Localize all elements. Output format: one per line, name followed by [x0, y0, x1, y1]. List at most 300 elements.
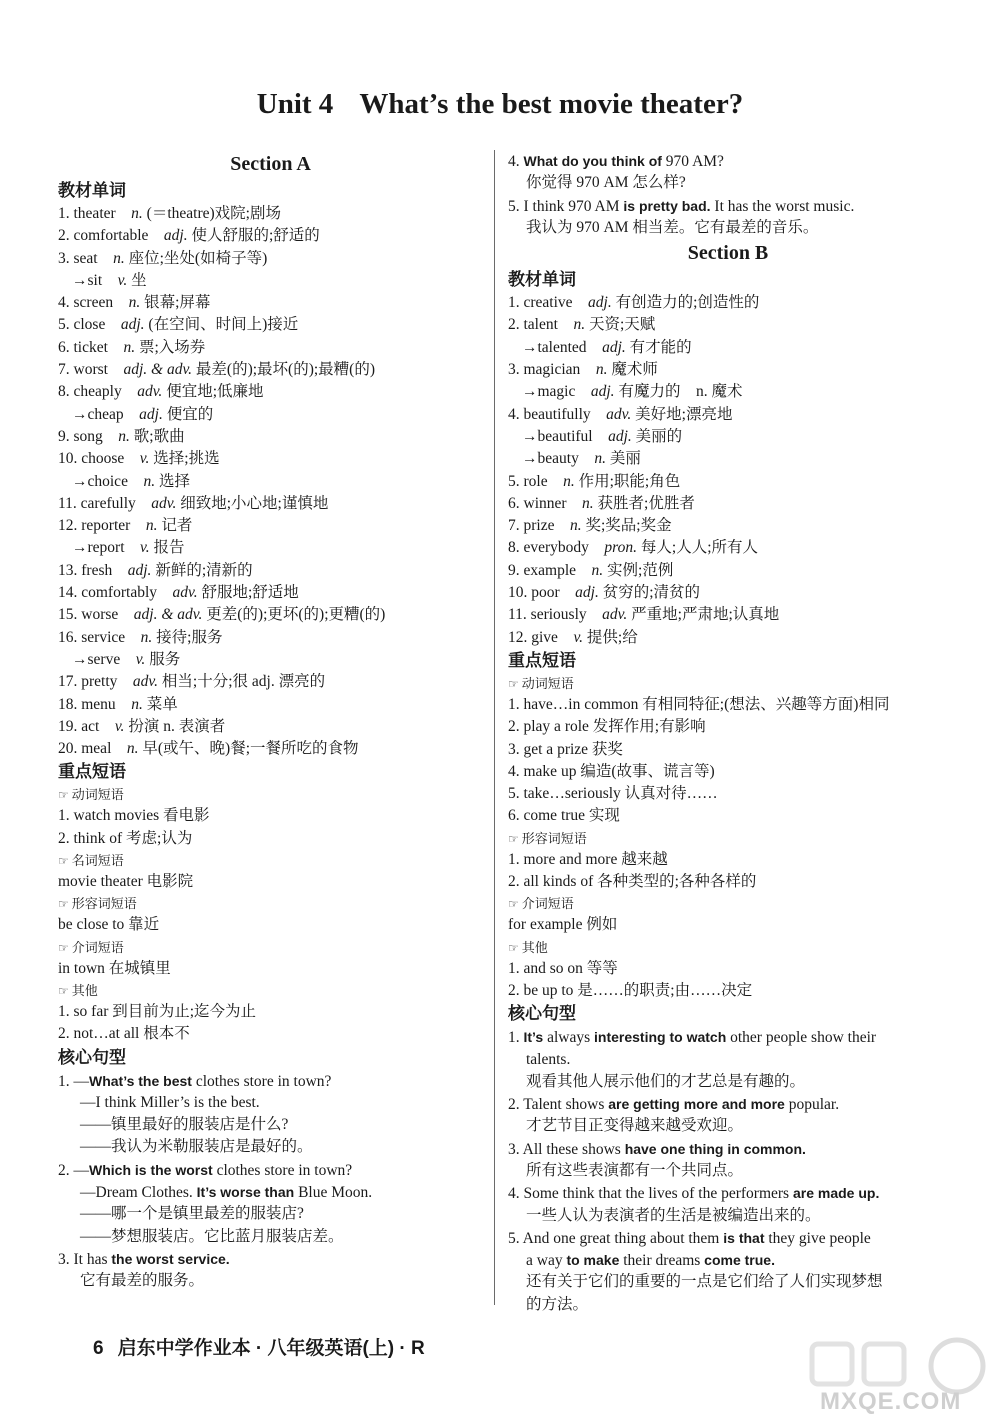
derived-word-entry: [508, 448, 948, 470]
sentence-line: [58, 1070, 483, 1092]
vocab-entry: [508, 582, 948, 604]
sentence-line: [58, 1159, 483, 1181]
right-column: [508, 150, 948, 1316]
sentence-text: 5. And one great thing about them: [508, 1229, 724, 1247]
pointing-hand-icon: ☞: [508, 897, 519, 912]
vocab-entry: [508, 404, 948, 426]
vocab-word: 12. reporter: [58, 517, 146, 535]
phrase-item: be close to 靠近: [58, 916, 160, 934]
sentence-text: a way: [526, 1252, 567, 1270]
vocab-word: 19. act: [58, 717, 115, 735]
phrase-heading: 重点短语: [58, 762, 126, 782]
phrase-category-label: 动词短语: [521, 675, 574, 691]
pointing-hand-icon: ☞: [58, 983, 69, 998]
key-structure: is that: [723, 1229, 765, 1246]
part-of-speech: n.: [131, 205, 143, 222]
part-of-speech: v.: [573, 628, 584, 646]
derived-word-entry: [58, 270, 483, 292]
phrase-category-label: 名词短语: [71, 853, 124, 869]
sentence-text: —Dream Clothes.: [80, 1183, 197, 1201]
phrase-item: 1. and so on 等等: [508, 959, 618, 977]
part-of-speech: pron.: [604, 539, 638, 557]
vocab-meaning: 作用;职能;角色: [578, 472, 681, 490]
vocab-word: 8. cheaply: [58, 383, 138, 401]
vocab-word: 16. service: [58, 628, 141, 646]
vocab-meaning: 坐: [131, 271, 147, 289]
vocab-meaning: 更差(的);更坏(的);更糟(的): [206, 606, 386, 624]
vocab-meaning: 有创造力的;创造性的: [615, 294, 760, 312]
part-of-speech: v.: [114, 717, 125, 735]
vocab-meaning: 美丽: [609, 450, 641, 468]
vocab-word: →report: [72, 539, 141, 557]
vocab-entry: [58, 203, 483, 225]
vocab-word: 3. seat: [58, 249, 114, 267]
vocab-word: 12. give: [508, 628, 574, 646]
phrase-category: [508, 673, 948, 694]
sentence-line: [508, 1205, 948, 1227]
vocab-meaning: 记者: [161, 517, 193, 535]
vocab-word: 9. song: [58, 427, 119, 445]
vocab-word: 13. fresh: [58, 561, 128, 579]
vocab-word: 5. close: [58, 316, 121, 334]
vocab-meaning: 使人舒服的;舒适的: [191, 227, 320, 245]
sentence-list: [508, 1026, 948, 1316]
part-of-speech: adj. & adv.: [123, 361, 193, 379]
part-of-speech: adv.: [151, 494, 177, 512]
sentence-text: —I think Miller’s is the best.: [80, 1093, 260, 1111]
part-of-speech: n.: [569, 517, 582, 535]
vocab-meaning: 座位;坐处(如椅子等): [128, 249, 268, 267]
vocab-entry: [58, 515, 483, 537]
vocab-meaning: 获胜者;优胜者: [597, 494, 695, 512]
sentence-text: always: [543, 1029, 595, 1047]
sentence-text: their dreams: [619, 1252, 705, 1270]
key-structure: What’s the best: [89, 1072, 192, 1089]
part-of-speech: adj.: [588, 294, 612, 312]
sentence-line: [508, 1071, 948, 1093]
part-of-speech: n.: [123, 338, 136, 356]
vocab-meaning: 有魔力的 n. 魔术: [618, 383, 743, 401]
vocab-meaning: 菜单: [146, 695, 178, 713]
vocab-word: →serve: [72, 650, 136, 668]
vocab-meaning: 便宜地;低廉地: [166, 383, 264, 401]
vocab-word: 1. theater: [58, 205, 132, 222]
vocab-word: →talented: [522, 338, 603, 356]
vocab-entry: [58, 292, 483, 314]
phrase-item: 1. more and more 越来越: [508, 850, 668, 868]
part-of-speech: adj.: [163, 227, 188, 245]
vocab-entry: [58, 314, 483, 336]
sentence-line: [508, 1093, 948, 1115]
key-structure: Which is the worst: [89, 1161, 213, 1178]
pointing-hand-icon: ☞: [508, 676, 519, 691]
key-structure: to make: [566, 1252, 620, 1269]
part-of-speech: adj.: [120, 316, 145, 334]
vocab-word: 7. worst: [58, 361, 124, 379]
sentence-line: [58, 1270, 483, 1292]
part-of-speech: adj.: [127, 561, 152, 579]
phrase-category: [58, 893, 483, 914]
sentence-text: 它有最差的服务。: [80, 1272, 205, 1290]
vocab-word: →beautiful: [522, 427, 609, 445]
vocab-entry: [58, 627, 483, 649]
vocab-entry: [508, 314, 948, 336]
phrase-list: [508, 673, 948, 1002]
phrase-list: [58, 784, 483, 1045]
sentence-text: 的方法。: [526, 1295, 589, 1313]
phrase-category: [58, 980, 483, 1001]
phrase-category: [508, 937, 948, 958]
vocab-entry: [58, 448, 483, 470]
phrase-item: 3. get a prize 获奖: [508, 740, 623, 758]
key-structure: interesting to watch: [594, 1029, 727, 1046]
vocab-entry: [508, 471, 948, 493]
phrase-category-label: 其他: [521, 939, 548, 955]
sentence-line: [508, 195, 948, 217]
vocab-meaning: 奖;奖品;奖金: [585, 517, 672, 535]
part-of-speech: adv.: [132, 673, 159, 691]
vocab-meaning: 细致地;小心地;谨慎地: [180, 494, 329, 512]
vocab-meaning: 实例;范例: [607, 561, 674, 579]
key-structure: It’s worse than: [196, 1183, 295, 1200]
phrase-category-label: 动词短语: [71, 787, 124, 803]
vocab-word: 15. worse: [58, 606, 134, 624]
vocab-entry: [58, 381, 483, 403]
sentence-line: [508, 1294, 948, 1316]
part-of-speech: adj.: [602, 338, 626, 356]
vocab-word: →beauty: [522, 450, 595, 468]
vocab-meaning: 票;入场券: [138, 338, 206, 356]
column-divider: [494, 150, 495, 1305]
vocab-word: 6. ticket: [58, 338, 124, 356]
part-of-speech: n.: [128, 294, 141, 312]
vocab-meaning: 相当;十分;很 adj. 漂亮的: [161, 673, 326, 691]
derived-word-entry: [58, 404, 483, 426]
vocab-word: 9. example: [508, 561, 592, 579]
sentence-heading: 核心句型: [58, 1047, 126, 1067]
sentence-line: [58, 1114, 483, 1136]
sentence-text: It has the worst music.: [710, 197, 855, 215]
vocab-list: [508, 292, 948, 649]
vocab-entry: [58, 248, 483, 270]
vocab-meaning: 选择: [158, 472, 190, 490]
vocab-word: 2. comfortable: [58, 227, 164, 245]
vocab-meaning: 魔术师: [611, 361, 658, 379]
part-of-speech: v.: [117, 271, 128, 289]
pointing-hand-icon: ☞: [58, 788, 69, 803]
phrase-item: for example 例如: [508, 916, 618, 934]
vocab-word: →choice: [72, 472, 144, 490]
vocab-word: 11. seriously: [508, 606, 603, 624]
sentence-text: talents.: [526, 1050, 571, 1068]
part-of-speech: n.: [118, 427, 130, 445]
sentence-text: popular.: [784, 1096, 840, 1114]
part-of-speech: n.: [582, 494, 594, 512]
vocab-entry: [58, 738, 483, 760]
sentence-line: [58, 1092, 483, 1114]
part-of-speech: n.: [595, 361, 608, 379]
vocab-meaning: 有才能的: [629, 338, 692, 356]
vocab-entry: [508, 604, 948, 626]
sentence-line: [58, 1226, 483, 1248]
sentence-text: 所有这些表演都有一个共同点。: [526, 1161, 744, 1179]
sentence-list: [58, 1070, 483, 1293]
phrase-item: 2. think of 考虑;认为: [58, 829, 193, 847]
phrase-item: 2. not…at all 根本不: [58, 1025, 190, 1043]
vocab-meaning: 每人;人人;所有人: [640, 539, 759, 557]
vocab-word: 4. screen: [58, 294, 129, 312]
part-of-speech: n.: [563, 472, 575, 490]
phrase-category: [58, 937, 483, 958]
section-heading: Section A: [230, 153, 311, 175]
sentence-text: 才艺节目正变得越来越受欢迎。: [526, 1117, 744, 1135]
vocab-entry: [508, 627, 948, 649]
vocab-word: 2. talent: [508, 316, 574, 334]
vocab-meaning: 严重地;严肃地;认真地: [631, 606, 780, 624]
vocab-meaning: (＝theatre)戏院;剧场: [146, 205, 281, 222]
key-structure: are getting more and more: [608, 1096, 785, 1113]
phrase-item: 6. come true 实现: [508, 807, 620, 825]
derived-word-entry: [508, 426, 948, 448]
phrase-item: 4. make up 编造(故事、谎言等): [508, 762, 715, 780]
sentence-text: clothes store in town?: [212, 1161, 353, 1179]
part-of-speech: v.: [140, 539, 150, 557]
vocab-entry: [508, 560, 948, 582]
sentence-line: [508, 1026, 948, 1048]
vocab-word: 3. magician: [508, 361, 596, 379]
vocab-word: →magic: [522, 383, 591, 401]
phrase-category: [58, 850, 483, 871]
part-of-speech: adj.: [139, 405, 163, 423]
part-of-speech: n.: [140, 628, 153, 646]
part-of-speech: n.: [145, 517, 158, 535]
phrase-heading: 重点短语: [508, 650, 576, 670]
vocab-entry: [58, 604, 483, 626]
sentence-text: 2. Talent shows: [508, 1096, 609, 1114]
vocab-word: 11. carefully: [58, 494, 152, 512]
sentence-text: 观看其他人展示他们的才艺总是有趣的。: [526, 1072, 806, 1090]
vocab-entry: [508, 537, 948, 559]
part-of-speech: v.: [135, 650, 146, 668]
part-of-speech: adv.: [606, 405, 632, 423]
pointing-hand-icon: ☞: [508, 940, 519, 955]
unit-label: Unit 4: [256, 88, 334, 120]
pointing-hand-icon: ☞: [58, 854, 69, 869]
vocab-entry: [508, 515, 948, 537]
sentence-text: they give people: [764, 1229, 871, 1247]
part-of-speech: n.: [591, 561, 604, 579]
vocab-word: 4. beautifully: [508, 405, 607, 423]
part-of-speech: adj.: [575, 584, 599, 602]
part-of-speech: adj.: [608, 427, 632, 445]
vocab-meaning: 便宜的: [166, 405, 214, 423]
pointing-hand-icon: ☞: [58, 897, 69, 912]
key-structure: is pretty bad.: [623, 197, 711, 214]
key-structure: have one thing in common.: [624, 1140, 806, 1157]
sentence-text: 4.: [508, 153, 524, 170]
sentence-text: 3. All these shows: [508, 1140, 625, 1158]
sentence-line: [58, 1203, 483, 1225]
vocab-meaning: 最差(的);最坏(的);最糟(的): [195, 361, 376, 379]
phrase-category-label: 形容词短语: [521, 830, 587, 846]
vocab-word: 10. poor: [508, 584, 576, 602]
key-structure: are made up.: [792, 1185, 880, 1202]
sentence-text: 2. —: [58, 1161, 89, 1179]
left-column: [58, 150, 483, 1292]
key-structure: What do you think of: [523, 153, 662, 169]
phrase-item: movie theater 电影院: [58, 873, 194, 891]
page-number: 6: [93, 1338, 104, 1359]
sentence-text: clothes store in town?: [191, 1072, 332, 1090]
sentence-text: ——镇里最好的服装店是什么?: [80, 1116, 289, 1134]
part-of-speech: n.: [594, 450, 606, 468]
phrase-category: [58, 784, 483, 805]
phrase-item: 5. take…seriously 认真对待……: [508, 785, 718, 803]
vocab-entry: [508, 292, 948, 314]
sentence-line: [508, 150, 948, 172]
vocab-meaning: 美丽的: [635, 427, 683, 445]
part-of-speech: adv.: [137, 383, 163, 401]
sentence-line: [508, 1049, 948, 1071]
vocab-meaning: 扮演 n. 表演者: [128, 717, 226, 735]
sentence-line: [508, 172, 948, 194]
vocab-meaning: 服务: [149, 650, 181, 668]
watermark-text: MXQE.COM: [820, 1388, 962, 1415]
vocab-entry: [58, 359, 483, 381]
vocab-heading: 教材单词: [508, 270, 576, 290]
sentence-text: ——我认为米勒服装店是最好的。: [80, 1138, 313, 1156]
vocab-entry: [58, 694, 483, 716]
sentence-line: [58, 1181, 483, 1203]
vocab-meaning: 天资;天赋: [588, 316, 656, 334]
phrase-category-label: 形容词短语: [71, 896, 137, 912]
vocab-word: →sit: [72, 271, 118, 289]
vocab-heading: 教材单词: [58, 181, 126, 200]
phrase-item: 2. be up to 是……的职责;由……决定: [508, 981, 753, 999]
vocab-entry: [58, 426, 483, 448]
derived-word-entry: [58, 537, 483, 559]
sentence-heading: 核心句型: [508, 1004, 576, 1024]
derived-word-entry: [58, 649, 483, 671]
vocab-entry: [508, 359, 948, 381]
sentence-text: 1.: [508, 1029, 524, 1047]
vocab-meaning: (在空间、时间上)接近: [148, 316, 299, 334]
phrase-item: 1. so far 到目前为止;迄今为止: [58, 1002, 257, 1020]
vocab-meaning: 贫穷的;清贫的: [602, 584, 701, 602]
sentence-list-continued: [508, 150, 948, 239]
vocab-word: 20. meal: [58, 740, 127, 758]
pointing-hand-icon: ☞: [58, 940, 69, 955]
part-of-speech: n.: [143, 472, 156, 490]
sentence-line: [508, 1138, 948, 1160]
sentence-text: Blue Moon.: [294, 1183, 373, 1201]
sentence-text: 5. I think 970 AM: [508, 197, 624, 215]
phrase-item: 2. all kinds of 各种类型的;各种各样的: [508, 873, 757, 891]
part-of-speech: n.: [113, 249, 125, 267]
vocab-meaning: 早(或午、晚)餐;一餐所吃的食物: [142, 740, 359, 758]
sentence-text: 一些人认为表演者的生活是被编造出来的。: [526, 1206, 821, 1224]
sentence-text: ——梦想服装店。它比蓝月服装店差。: [80, 1227, 344, 1245]
unit-question: What’s the best movie theater?: [359, 88, 744, 120]
vocab-meaning: 美好地;漂亮地: [635, 405, 733, 423]
phrase-category: [508, 828, 948, 849]
vocab-meaning: 歌;歌曲: [133, 427, 185, 445]
section-heading: Section B: [687, 242, 769, 265]
vocab-meaning: 新鲜的;清新的: [155, 561, 253, 579]
vocab-word: 5. role: [508, 472, 564, 490]
phrase-category-label: 介词短语: [71, 939, 124, 955]
vocab-meaning: 接待;服务: [156, 628, 223, 646]
vocab-entry: [58, 225, 483, 247]
vocab-entry: [58, 716, 483, 738]
vocab-word: 10. choose: [58, 450, 140, 468]
phrase-category-label: 其他: [71, 982, 98, 998]
pointing-hand-icon: ☞: [508, 831, 519, 846]
sentence-text: other people show their: [726, 1029, 877, 1047]
sentence-text: ——哪一个是镇里最差的服装店?: [80, 1205, 304, 1223]
sentence-text: 3. It has: [58, 1250, 112, 1268]
vocab-entry: [58, 582, 483, 604]
vocab-word: 17. pretty: [58, 673, 133, 691]
vocab-entry: [58, 560, 483, 582]
sentence-line: [508, 1249, 948, 1271]
vocab-word: 1. creative: [508, 294, 589, 312]
vocab-word: →cheap: [72, 405, 140, 423]
part-of-speech: adj.: [590, 383, 615, 401]
vocab-meaning: 舒服地;舒适地: [201, 584, 299, 602]
derived-word-entry: [508, 381, 948, 403]
sentence-text: 1. —: [58, 1072, 89, 1090]
phrase-category: [508, 893, 948, 914]
phrase-item: 1. watch movies 看电影: [58, 807, 210, 825]
page-footer: [93, 1333, 425, 1360]
vocab-word: 6. winner: [508, 494, 583, 512]
sentence-text: 你觉得 970 AM 怎么样?: [526, 174, 686, 192]
vocab-list: [58, 203, 483, 760]
part-of-speech: adv.: [172, 584, 198, 602]
sentence-text: 970 AM?: [661, 153, 724, 170]
vocab-entry: [508, 493, 948, 515]
derived-word-entry: [508, 337, 948, 359]
key-structure: the worst service.: [111, 1250, 230, 1267]
sentence-text: 4. Some think that the lives of the performers: [508, 1185, 793, 1203]
vocab-word: 8. everybody: [508, 539, 605, 557]
part-of-speech: adj. & adv.: [133, 606, 203, 624]
phrase-category-label: 介词短语: [521, 896, 574, 912]
vocab-word: 14. comfortably: [58, 584, 173, 602]
sentence-line: [508, 1271, 948, 1293]
vocab-entry: [58, 337, 483, 359]
page-title: [0, 88, 1000, 121]
vocab-word: 18. menu: [58, 695, 132, 713]
sentence-text: 还有关于它们的重要的一点是它们给了人们实现梦想: [526, 1273, 883, 1291]
part-of-speech: n.: [126, 740, 139, 758]
key-structure: It’s: [523, 1029, 544, 1046]
vocab-meaning: 银幕;屏幕: [144, 294, 211, 312]
vocab-entry: [58, 493, 483, 515]
part-of-speech: v.: [139, 450, 150, 468]
part-of-speech: adv.: [602, 606, 628, 624]
vocab-entry: [58, 671, 483, 693]
vocab-meaning: 选择;挑选: [153, 450, 220, 468]
derived-word-entry: [58, 471, 483, 493]
phrase-item: 2. play a role 发挥作用;有影响: [508, 718, 706, 736]
book-title: 启东中学作业本 · 八年级英语(上) · R: [117, 1338, 425, 1359]
phrase-item: in town 在城镇里: [58, 959, 171, 977]
key-structure: come true.: [704, 1252, 775, 1269]
sentence-text: 我认为 970 AM 相当差。它有最差的音乐。: [526, 218, 819, 236]
vocab-meaning: 报告: [153, 539, 185, 557]
